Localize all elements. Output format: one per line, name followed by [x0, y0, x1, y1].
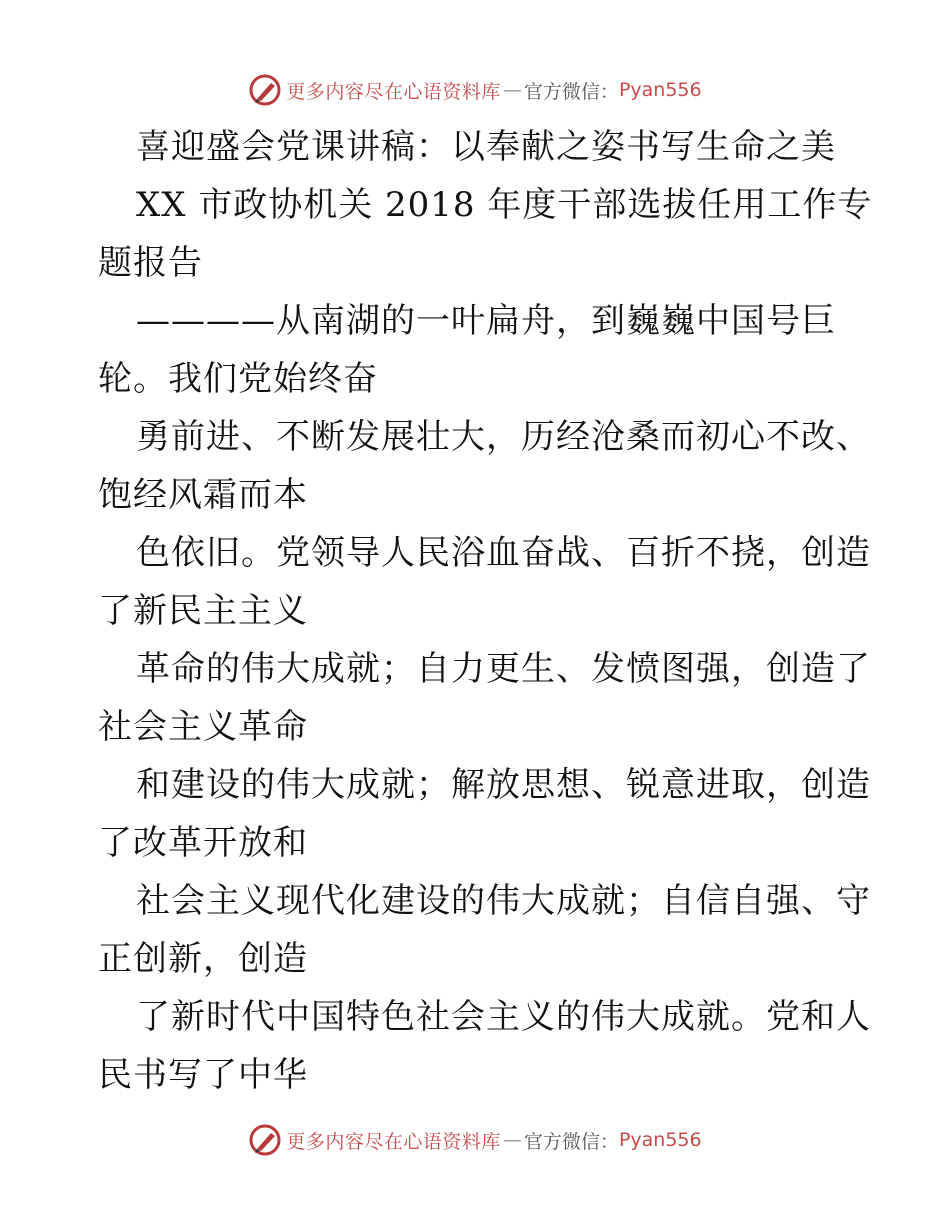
- watermark-id: Pyan556: [618, 1129, 702, 1151]
- document-line: 民书写了中华: [98, 1055, 308, 1095]
- document-line: ————从南湖的一叶扁舟，到巍巍中国号巨: [136, 301, 836, 341]
- document-line: XX 市政协机关 2018 年度干部选拔任用工作专: [136, 185, 873, 225]
- document-body: [98, 118, 873, 1104]
- document-line: 革命的伟大成就；自力更生、发愤图强，创造了: [136, 649, 871, 689]
- watermark-text: 更多内容尽在心语资料库: [286, 80, 501, 103]
- document-line: 了新民主主义: [98, 591, 308, 631]
- document-line: 了新时代中国特色社会主义的伟大成就。党和人: [136, 997, 871, 1037]
- footer-watermark: [0, 1120, 950, 1160]
- document-line: 饱经风霜而本: [98, 475, 308, 515]
- document-title: 喜迎盛会党课讲稿：以奉献之姿书写生命之美: [136, 127, 836, 167]
- document-line: 社会主义革命: [98, 707, 308, 747]
- watermark-separator: —: [502, 1129, 522, 1151]
- document-line: 正创新，创造: [98, 939, 308, 979]
- document-line: 和建设的伟大成就；解放思想、锐意进取，创造: [136, 765, 871, 805]
- watermark-text: 更多内容尽在心语资料库: [286, 1130, 501, 1153]
- watermark-id: Pyan556: [618, 79, 702, 101]
- watermark-separator: —: [502, 79, 522, 101]
- pen-logo-icon: [248, 1123, 282, 1157]
- watermark-label: 官方微信：: [523, 1130, 619, 1153]
- document-line: 轮。我们党始终奋: [98, 359, 378, 399]
- document-line: 了改革开放和: [98, 823, 308, 863]
- header-watermark: [0, 70, 950, 110]
- watermark-label: 官方微信：: [523, 80, 619, 103]
- document-line: 色依旧。党领导人民浴血奋战、百折不挠，创造: [136, 533, 871, 573]
- document-line: 题报告: [98, 243, 203, 283]
- pen-logo-icon: [248, 73, 282, 107]
- document-line: 勇前进、不断发展壮大，历经沧桑而初心不改、: [136, 417, 871, 457]
- document-line: 社会主义现代化建设的伟大成就；自信自强、守: [136, 881, 871, 921]
